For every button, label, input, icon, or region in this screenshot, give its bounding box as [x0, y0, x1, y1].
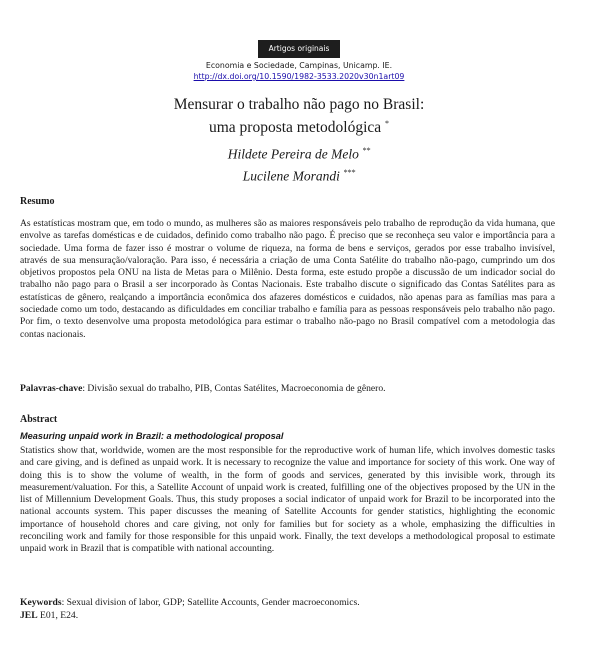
jel-label: JEL: [20, 610, 38, 621]
doi-link[interactable]: http://dx.doi.org/10.1590/1982-3533.2020v30n1art09: [193, 72, 405, 81]
keywords-label: Keywords: [20, 597, 62, 608]
jel-value: E01, E24.: [37, 610, 79, 621]
author-footnote-mark[interactable]: ***: [343, 167, 356, 177]
keywords-value: : Sexual division of labor, GDP; Satellite Accounts, Gender macroeconomics.: [61, 597, 360, 608]
article-title: [0, 95, 598, 137]
title-line-2: uma proposta metodológica: [208, 119, 382, 137]
author-name: Hildete Pereira de Melo: [227, 146, 359, 162]
author-name: Lucilene Morandi: [242, 168, 340, 183]
section-badge: Artigos originais: [258, 40, 341, 58]
author-footnote-mark[interactable]: **: [362, 146, 371, 155]
resumo-text: As estatísticas mostram que, em todo o mundo, as mulheres são as maiores responsáveis pelo trabalho de reprodução da vida humana, que envolve as tarefas domésticas e de cuidados, definido como trabalho não pago. É preciso que se reconheça seu valor e importância para a sociedade. Uma forma de fazer isso é mostrar o volume de riqueza, na forma de bens e serviços, gerados por esse trabalho invisível, através de sua mensuração/valoração. Para isso, é necessária a criação de uma Conta Satélite do trabalho não-pago, cumprindo um dos objetivos propostos pela ONU na lista de Metas para o Milênio. Desta forma, este estudo propõe a discussão de um indicador social do trabalho não pago para o Brasil a ser incorporado às Contas Nacionais. Este trabalho discute o significado das Contas Satélites para as estatísticas de gênero, realçando a importância econômica dos afazeres domésticos e cuidados, não apenas para as famílias mas para a sociedade como um todo, destacando as dificuldades em conciliar trabalho e família para as pessoas responsáveis pelo trabalho não pago. Por fim, o texto desenvolve uma proposta metodológica para estimar o trabalho não-pago no Brasil compatível com a metodologia das contas nacionais.: [20, 218, 555, 340]
journal-info: [0, 60, 598, 82]
keywords-label: Palavras-chave: [20, 383, 83, 394]
journal-name: Economia e Sociedade, Campinas, Unicamp. IE.: [205, 61, 393, 70]
title-footnote-mark[interactable]: *: [385, 119, 390, 128]
resumo-keywords: [20, 383, 386, 394]
resumo-heading: Resumo: [20, 196, 55, 207]
abstract-text: Statistics show that, worldwide, women are the most responsible for the reproductive work of human life, which involves domestic tasks and care giving, and is defined as unpaid work. It is necessary to recognize the value and importance for society of this work. One way of doing this is to show the volume of wealth, in the form of goods and services, generated by this invisible work, through its measurement/valuation. For this, a Satellite Account of unpaid work is created, fulfilling one of the objectives proposed by the UN in the list of Millennium Development Goals. Thus, this study proposes a social indicator of unpaid work for Brazil to be incorporated into the national accounts system. This paper discusses the meaning of Satellite Accounts for gender statistics, highlighting the economic importance of household chores and care giving, not only for families but for society as a whole, emphasizing the difficulties in reconciling work and family for those responsible for this unpaid work. Finally, the text develops a methodological proposal to estimate unpaid work in Brazil that is compatible with national accounting.: [20, 445, 555, 555]
abstract-keywords: [20, 597, 360, 608]
keywords-value: : Divisão sexual do trabalho, PIB, Contas Satélites, Macroeconomia de gênero.: [82, 383, 386, 394]
jel-codes: [20, 610, 78, 621]
title-line-1: Mensurar o trabalho não pago no Brasil:: [173, 96, 425, 113]
header-badge-row: [0, 38, 598, 58]
abstract-heading: Abstract: [20, 414, 58, 425]
abstract-subtitle: Measuring unpaid work in Brazil: a methodological proposal: [20, 431, 284, 441]
author-list: [0, 142, 598, 185]
